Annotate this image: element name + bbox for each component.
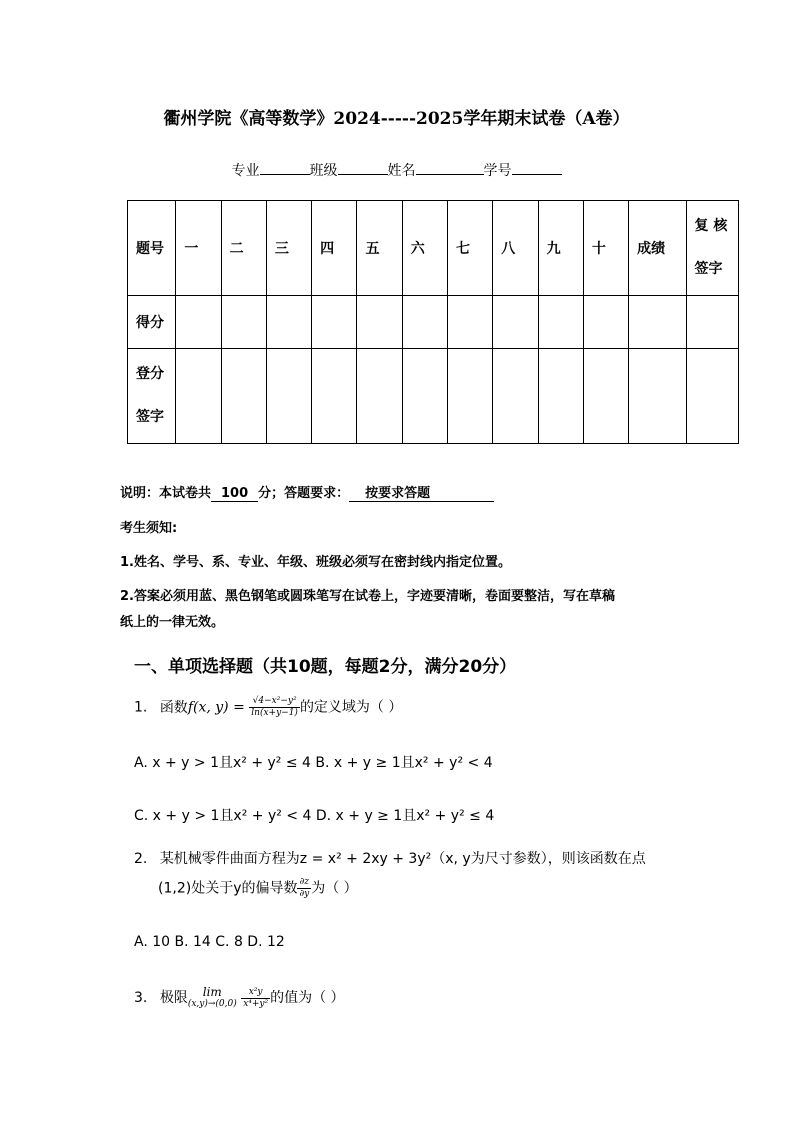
review-sign-label	[686, 201, 739, 296]
q2-number: 2.	[134, 851, 148, 867]
register-label: 登分	[136, 366, 164, 382]
rule-1: 1.姓名、学号、系、专业、年级、班级必须写在密封线内指定位置。	[120, 555, 511, 570]
score-row-label: 得分	[128, 296, 176, 349]
q1-fraction	[249, 696, 300, 719]
sign-cell[interactable]	[266, 349, 311, 444]
sign-cell[interactable]	[221, 349, 266, 444]
score-cell[interactable]	[629, 296, 686, 349]
question-number-label: 题号	[128, 201, 176, 296]
class-label: 班级	[309, 163, 338, 179]
desc-mid: 分；答题要求：	[258, 486, 350, 501]
student-id-label: 学号	[483, 163, 512, 179]
q1-function: f(x, y) =	[187, 699, 245, 716]
q1-option-d[interactable]: D. x + y ≥ 1且x² + y² ≤ 4	[315, 808, 495, 824]
sign-cell[interactable]	[312, 349, 357, 444]
q2-fraction	[297, 877, 311, 900]
col-1: 一	[176, 201, 221, 296]
section-1-heading: 一、单项选择题（共10题，每题2分，满分20分）	[134, 657, 517, 677]
sign-cell[interactable]	[357, 349, 402, 444]
col-8: 八	[493, 201, 538, 296]
q3-denominator: x⁴+y²	[243, 998, 269, 1009]
col-10: 十	[583, 201, 628, 296]
name-blank	[416, 160, 484, 175]
question-2	[134, 848, 646, 868]
col-5: 五	[357, 201, 402, 296]
sign-cell[interactable]	[538, 349, 583, 444]
must-know-heading: 考生须知:	[120, 521, 178, 536]
col-9: 九	[538, 201, 583, 296]
major-label: 专业	[231, 163, 260, 179]
question-3	[134, 986, 345, 1010]
q2-line-2-suffix: 为（ ）	[311, 880, 358, 897]
class-blank	[338, 160, 388, 175]
q3-fraction	[241, 987, 270, 1010]
sign-cell[interactable]	[176, 349, 221, 444]
sign-cell[interactable]	[629, 349, 686, 444]
student-info-line	[0, 160, 793, 180]
q1-number: 1.	[134, 699, 148, 716]
sign-row-label	[128, 349, 176, 444]
score-cell[interactable]	[176, 296, 221, 349]
q1-denominator: ln(x+y−1)	[251, 708, 298, 718]
q2-denominator: ∂y	[299, 889, 310, 899]
q3-number: 3.	[134, 990, 148, 1006]
q2-line-1: 某机械零件曲面方程为z = x² + 2xy + 3y²（x, y为尺寸参数），则该函数在点	[159, 851, 646, 867]
col-4: 四	[312, 201, 357, 296]
sign-row	[128, 349, 739, 444]
q1-suffix: 的定义域为（ ）	[299, 699, 403, 716]
review-label: 复 核	[694, 218, 728, 234]
score-cell[interactable]	[221, 296, 266, 349]
score-cell[interactable]	[583, 296, 628, 349]
sign-cell[interactable]	[448, 349, 493, 444]
score-cell[interactable]	[357, 296, 402, 349]
q3-suffix: 的值为（ ）	[270, 990, 345, 1006]
sign-cell[interactable]	[402, 349, 447, 444]
question-2-line-2	[158, 877, 358, 900]
student-id-blank	[512, 160, 562, 175]
sign-label: 签字	[136, 409, 164, 425]
col-6: 六	[402, 201, 447, 296]
sign-cell[interactable]	[583, 349, 628, 444]
sign-cell[interactable]	[686, 349, 739, 444]
q3-numerator: x²y	[241, 987, 270, 999]
score-cell[interactable]	[686, 296, 739, 349]
exam-title: 衢州学院《高等数学》2024-----2025学年期末试卷（A卷）	[163, 109, 630, 129]
score-row	[128, 296, 739, 349]
score-cell[interactable]	[402, 296, 447, 349]
score-cell[interactable]	[266, 296, 311, 349]
q3-lim-subscript: (x,y)→(0,0)	[187, 999, 237, 1009]
q1-option-a[interactable]: A. x + y > 1且x² + y² ≤ 4	[134, 755, 311, 771]
q1-option-b[interactable]: B. x + y ≥ 1且x² + y² < 4	[315, 755, 493, 771]
name-label: 姓名	[387, 163, 416, 179]
q2-numerator: ∂z	[297, 877, 311, 889]
score-table	[127, 200, 739, 444]
q1-numerator: √4−x²−y²	[249, 696, 300, 708]
q2-options: A. 10 B. 14 C. 8 D. 12	[134, 934, 285, 950]
q1-options-cd	[134, 805, 494, 825]
q3-limit	[188, 986, 237, 1010]
q2-line-2-prefix: (1,2)处关于y的偏导数	[158, 880, 298, 897]
col-7: 七	[448, 201, 493, 296]
q1-options-ab	[134, 752, 493, 772]
score-cell[interactable]	[538, 296, 583, 349]
score-cell[interactable]	[448, 296, 493, 349]
score-cell[interactable]	[312, 296, 357, 349]
score-cell[interactable]	[493, 296, 538, 349]
major-blank	[260, 160, 310, 175]
desc-prefix: 说明：本试卷共	[120, 486, 212, 501]
exam-description	[120, 482, 494, 501]
q1-option-c[interactable]: C. x + y > 1且x² + y² < 4	[134, 808, 312, 824]
sign-label: 签字	[694, 261, 723, 277]
col-3: 三	[266, 201, 311, 296]
q3-prefix: 极限	[159, 990, 188, 1006]
question-1	[134, 696, 402, 719]
score-table-header-row	[128, 201, 739, 296]
q3-lim-word: lim	[202, 985, 222, 999]
rule-2-line-1: 2.答案必须用蓝、黑色钢笔或圆珠笔写在试卷上，字迹要清晰，卷面要整洁，写在草稿	[120, 589, 615, 604]
col-2: 二	[221, 201, 266, 296]
sign-cell[interactable]	[493, 349, 538, 444]
rule-2-line-2: 纸上的一律无效。	[120, 615, 225, 630]
requirement-value: 按要求答题	[349, 486, 494, 502]
total-score-value: 100	[211, 486, 258, 502]
total-score-label: 成绩	[629, 201, 686, 296]
q1-prefix: 函数	[159, 699, 188, 716]
